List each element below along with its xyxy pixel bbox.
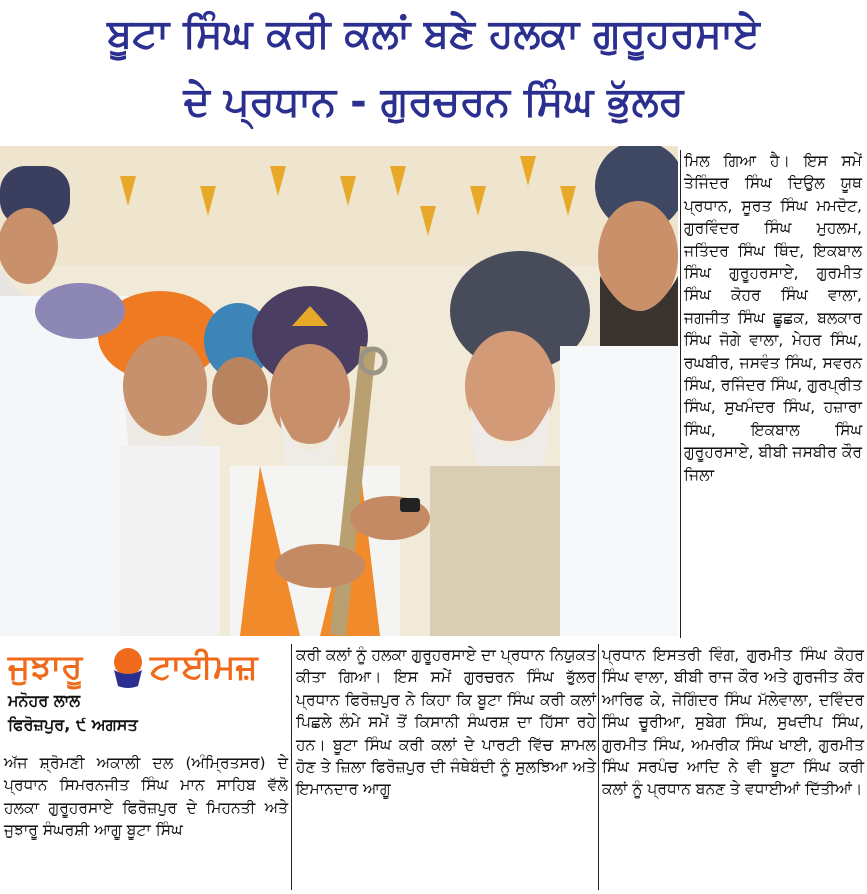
news-photo [0,146,678,636]
masthead-emblem-icon [106,644,148,688]
column-divider [598,644,599,890]
masthead-right-text: ਟਾਈਮਜ਼ [150,647,258,687]
article-column-right-top: ਮਿਲ ਗਿਆ ਹੈ। ਇਸ ਸਮੇਂ ਤੇਜਿੰਦਰ ਸਿੰਘ ਦਿਉਲ ਯੂਥ ਪ੍ਰਧਾਨ, ਸੂਰਤ ਸਿੰਘ ਮਮਦੋਟ, ਗੁਰਵਿੰਦਰ ਸਿੰਘ ਮੁਹਲਮ, ਜਤਿੰਦਰ ਸਿੰਘ ਥਿੰਦ, ਇਕਬਾਲ ਸਿੰਘ ਗੁਰੂਹਰਸਾਏ, ਗੁਰਮੀਤ ਸਿੰਘ ਕੋਹਰ ਸਿੰਘ ਵਾਲਾ, ਜਗਜੀਤ ਸਿੰਘ ਛੂਛਕ, ਬਲਕਾਰ ਸਿੰਘ ਜੋਗੇ ਵਾਲਾ, ਮੇਹਰ ਸਿੰਘ, ਰਘਬੀਰ, ਜਸਵੰਤ ਸਿੰਘ, ਸਵਰਨ ਸਿੰਘ, ਰਜਿੰਦਰ ਸਿੰਘ, ਗੁਰਪ੍ਰੀਤ ਸਿੰਘ, ਸੁਖਮੰਦਰ ਸਿੰਘ, ਹਜ਼ਾਰਾ ਸਿੰਘ, ਇਕਬਾਲ ਸਿੰਘ ਗੁਰੂਹਰਸਾਏ, ਬੀਬੀ ਜਸਬੀਰ ਕੌਰ ਜਿਲਾ [684,152,862,484]
photo-illustration [0,146,678,636]
article-column-left: ਅੱਜ ਸ਼੍ਰੋਮਣੀ ਅਕਾਲੀ ਦਲ (ਅੰਮ੍ਰਿਤਸਰ) ਦੇ ਪ੍ਰਧਾਨ ਸਿਮਰਨਜੀਤ ਸਿੰਘ ਮਾਨ ਸਾਹਿਬ ਵੱਲੋ ਹਲਕਾ ਗੁਰੂਹਰਸਾਏ ਫਿਰੋਜ਼ਪੁਰ ਦੇ ਮਿਹਨਤੀ ਅਤੇ ਜੁਝਾਰੂ ਸੰਘਰਸ਼ੀ ਆਗੂ ਬੂਟਾ ਸਿੰਘ [4,754,288,840]
newspaper-masthead [8,644,288,690]
headline [0,0,867,144]
article-column-right-bottom: ਪ੍ਰਧਾਨ ਇਸਤਰੀ ਵਿੰਗ, ਗੁਰਮੀਤ ਸਿੰਘ ਕੋਹਰ ਸਿੰਘ ਵਾਲਾ, ਬੀਬੀ ਰਾਜ ਕੌਰ ਅਤੇ ਗੁਰਜੀਤ ਕੌਰ ਆਰਿਫ ਕੇ, ਜੋਗਿੰਦਰ ਸਿੰਘ ਮੱਲੇਵਾਲਾ, ਦਵਿੰਦਰ ਸਿੰਘ ਚੂਰੀਆ, ਸੁਬੇਗ ਸਿੰਘ, ਸੁਖਦੀਪ ਸਿੰਘ, ਗੁਰਮੀਤ ਸਿੰਘ, ਅਮਰੀਕ ਸਿੰਘ ਖਾਈ, ਗੁਰਮੀਤ ਸਿੰਘ ਸਰਪੰਚ ਆਦਿ ਨੇ ਵੀ ਬੂਟਾ ਸਿੰਘ ਕਰੀ ਕਲਾਂ ਨੂੰ ਪ੍ਰਧਾਨ ਬਨਣ ਤੇ ਵਧਾਈਆਂ ਦਿੱਤੀਆਂ। [602,646,864,799]
column-divider [291,644,292,890]
masthead-left-text: ਜੁਝਾਰੂ [8,647,83,687]
dateline: ਫਿਰੋਜ਼ਪੁਰ, ੯ ਅਗਸਤ [8,715,138,734]
byline: ਮਨੋਹਰ ਲਾਲ [8,691,81,710]
headline-line-1: ਬੂਟਾ ਸਿੰਘ ਕਰੀ ਕਲਾਂ ਬਣੇ ਹਲਕਾ ਗੁਰੂਹਰਸਾਏ [107,11,760,57]
article-column-middle: ਕਰੀ ਕਲਾਂ ਨੂੰ ਹਲਕਾ ਗੁਰੂਹਰਸਾਏ ਦਾ ਪ੍ਰਧਾਨ ਨਿਯੁਕਤ ਕੀਤਾ ਗਿਆ। ਇਸ ਸਮੇਂ ਗੁਰਚਰਨ ਸਿੰਘ ਭੁੱਲਰ ਪ੍ਰਧਾਨ ਫਿਰੋਜ਼ਪੁਰ ਨੇ ਕਿਹਾ ਕਿ ਬੂਟਾ ਸਿੰਘ ਕਰੀ ਕਲਾਂ ਪਿਛਲੇ ਲੰਮੇ ਸਮੇਂ ਤੋਂ ਕਿਸਾਨੀ ਸੰਘਰਸ਼ ਦਾ ਹਿੱਸਾ ਰਹੇ ਹਨ। ਬੂਟਾ ਸਿੰਘ ਕਰੀ ਕਲਾਂ ਦੇ ਪਾਰਟੀ ਵਿੱਚ ਸ਼ਾਮਲ ਹੋਣ ਤੇ ਜ਼ਿਲਾ ਫਿਰੋਜ਼ਪੁਰ ਦੀ ਜੰਥੇਬੰਦੀ ਨੂੰ ਸੁਲਝਿਆ ਅਤੇ ਇਮਾਨਦਾਰ ਆਗੂ [296,646,596,799]
column-divider [680,150,681,638]
headline-line-2: ਦੇ ਪ੍ਰਧਾਨ - ਗੁਰਚਰਨ ਸਿੰਘ ਭੁੱਲਰ [183,79,684,125]
